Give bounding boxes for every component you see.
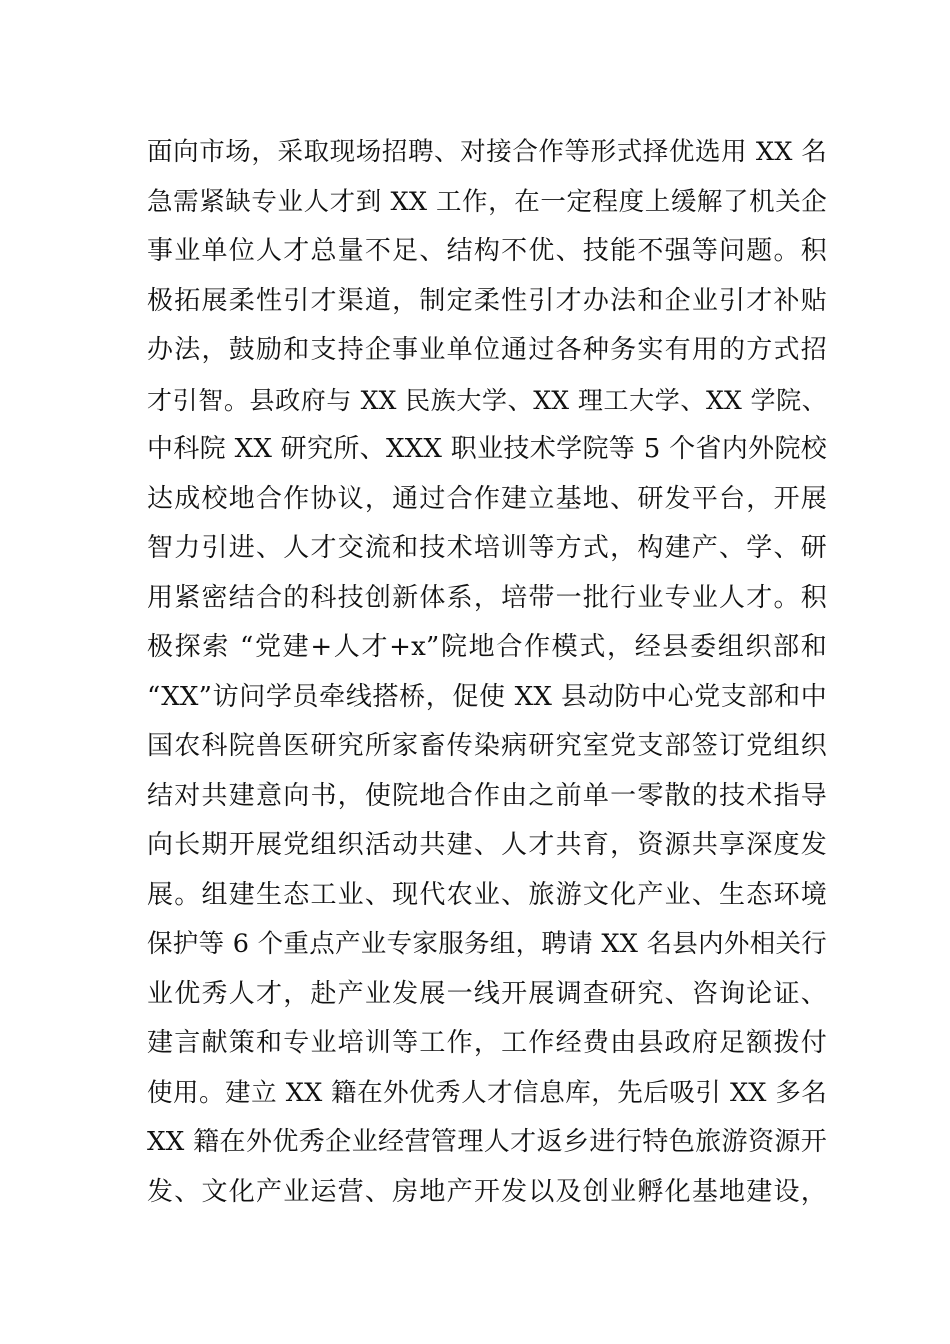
body-paragraph	[147, 128, 827, 1217]
text-line: 展。组建生态工业、现代农业、旅游文化产业、生态环境	[147, 879, 827, 910]
text-line: 保护等 6 个重点产业专家服务组，聘请 XX 名县内外相关行	[147, 929, 827, 959]
text-line: 事业单位人才总量不足、结构不优、技能不强等问题。积	[147, 236, 827, 266]
text-line: “XX”访问学员牵线搭桥，促使 XX 县动防中心党支部和中	[147, 681, 827, 712]
text-line: 业优秀人才，赴产业发展一线开展调查研究、咨询论证、	[147, 978, 827, 1009]
text-line: 用紧密结合的科技创新体系，培带一批行业专业人才。积	[147, 582, 827, 613]
text-line: 结对共建意向书，使院地合作由之前单一零散的技术指导	[147, 780, 827, 811]
text-line: 极拓展柔性引才渠道，制定柔性引才办法和企业引才补贴	[147, 285, 827, 316]
text-line: 办法，鼓励和支持企事业单位通过各种务实有用的方式招	[147, 335, 827, 365]
text-line: 发、文化产业运营、房地产开发以及创业孵化基地建设，	[147, 1176, 827, 1207]
text-line: 极探索 “党建+人才+x”院地合作模式，经县委组织部和	[147, 632, 827, 662]
text-line: 中科院 XX 研究所、XXX 职业技术学院等 5 个省内外院校	[147, 434, 827, 464]
text-line: 智力引进、人才交流和技术培训等方式，构建产、学、研	[147, 533, 827, 563]
text-line: 达成校地合作协议，通过合作建立基地、研发平台，开展	[147, 483, 827, 514]
text-line: 国农科院兽医研究所家畜传染病研究室党支部签订党组织	[147, 731, 827, 761]
text-line: 使用。建立 XX 籍在外优秀人才信息库，先后吸引 XX 多名	[147, 1077, 827, 1108]
text-line: 急需紧缺专业人才到 XX 工作，在一定程度上缓解了机关企	[147, 186, 827, 217]
text-line: 建言献策和专业培训等工作，工作经费由县政府足额拨付	[147, 1028, 827, 1058]
text-line: 向长期开展党组织活动共建、人才共育，资源共享深度发	[147, 830, 827, 860]
text-line: 面向市场，采取现场招聘、对接合作等形式择优选用 XX 名	[147, 137, 827, 167]
text-line: 才引智。县政府与 XX 民族大学、XX 理工大学、XX 学院、	[147, 385, 827, 415]
text-line: XX 籍在外优秀企业经营管理人才返乡进行特色旅游资源开	[147, 1127, 827, 1157]
